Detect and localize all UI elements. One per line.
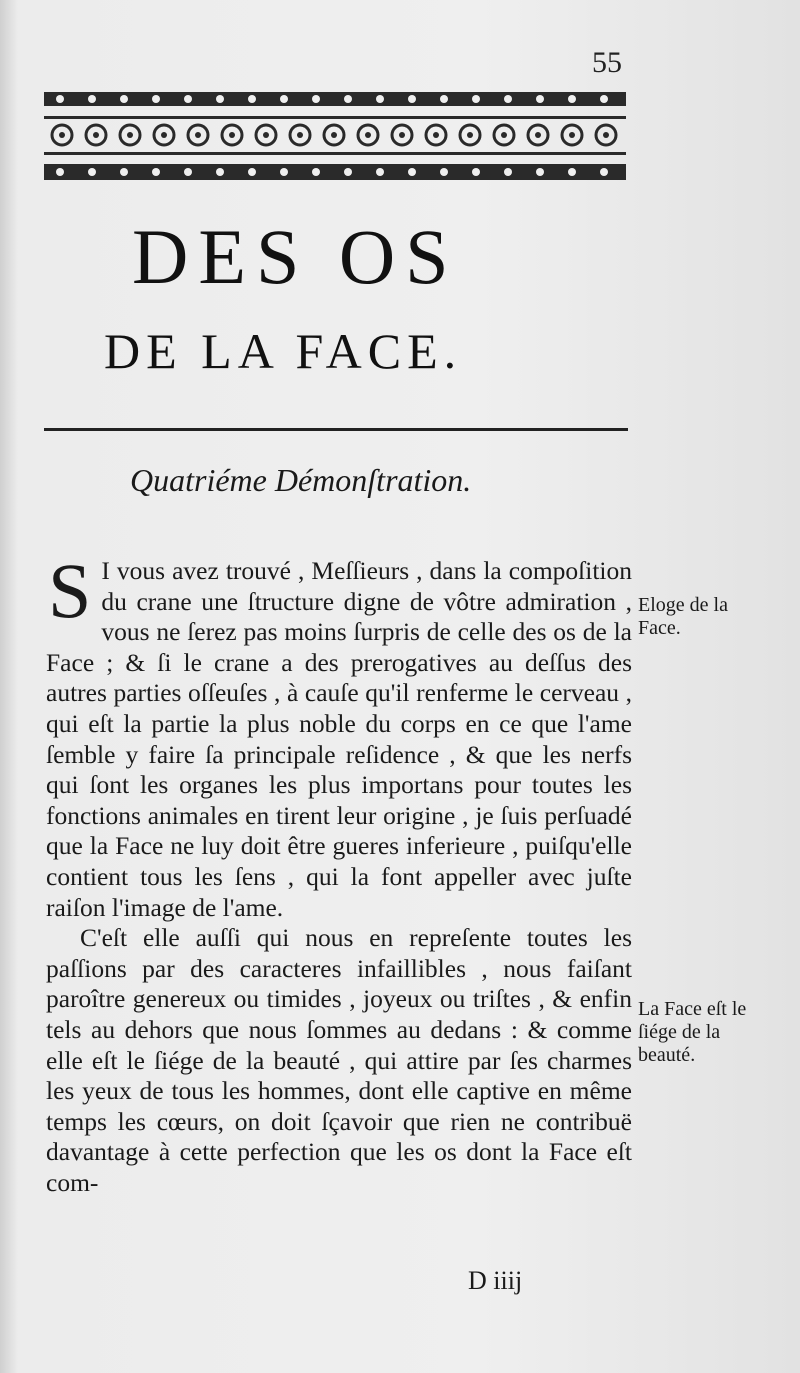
margin-note: Eloge de la Face. <box>638 594 728 639</box>
horizontal-rule <box>44 428 628 431</box>
paragraph <box>46 547 632 923</box>
drop-cap: S <box>48 547 92 634</box>
body-text <box>46 547 632 1198</box>
decorative-headpiece <box>44 82 626 190</box>
paragraph: C'eſt elle auſſi qui nous en repreſente toutes les paſſions par des caracteres infaillibles , nous faiſant paroître genereux ou timides , joyeux ou triſtes , & enfin tels au dehors que nous ſommes au dedans : & comme elle eſt le ſiége de la beauté , qui attire par ſes charmes les yeux de tous les hommes, dont elle captive en même temps les cœurs, on doit ſçavoir que rien ne contribuë davantage à cette perfection que les os dont la Face eſt com- <box>46 923 632 1197</box>
page-number: 55 <box>592 46 622 79</box>
page-title: DES OS <box>132 213 459 300</box>
paragraph-text: I vous avez trouvé , Meſſieurs , dans la compoſition du crane une ſtructure digne de vôtre admiration , vous ne ſerez pas moins ſurpris de celle des os de la Face ; & ſi le crane a des prerogatives au deſſus des autres parties oſſeuſes , à cauſe qu'il renferme le cerveau , qui eſt la partie la plus noble du corps en ce que l'ame ſemble y faire ſa principale reſidence , & que les nerfs qui ſont les organes les plus importans pour toutes les fonctions animales en tirent leur origine , je ſuis perſuadé que la Face ne luy doit être gueres inferieure , puiſqu'elle contient tous les ſens , qui la font appeller avec juſte raiſon l'image de l'ame. <box>46 556 632 922</box>
signature-mark: D iiij <box>468 1266 523 1295</box>
page-subtitle: DE LA FACE. <box>104 323 463 379</box>
section-heading: Quatriéme Démonſtration. <box>130 462 472 498</box>
margin-note: La Face eſt le ſiége de la beauté. <box>638 998 747 1066</box>
